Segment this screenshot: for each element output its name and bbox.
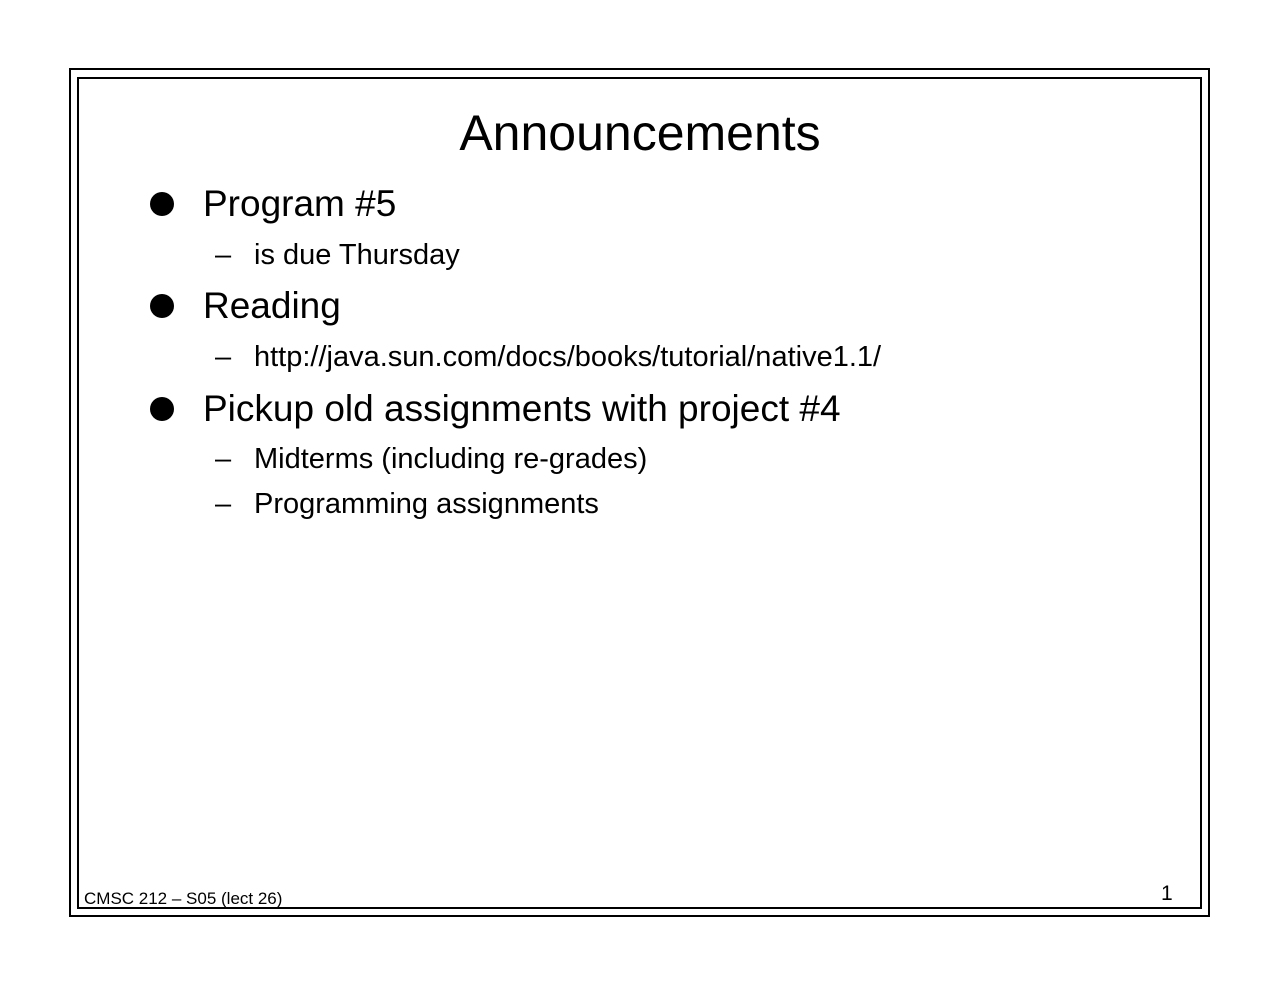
subitem-reading-url: [215, 339, 881, 375]
subitem-label: is due Thursday: [254, 238, 460, 271]
dash-icon: –: [215, 442, 232, 475]
footer-course-label: CMSC 212 – S05 (lect 26): [84, 889, 283, 908]
bullet-label: Program #5: [203, 183, 397, 224]
bullet-icon: [150, 397, 174, 421]
bullet-item-pickup: [150, 386, 841, 432]
dash-icon: –: [215, 487, 232, 520]
bullet-label: Reading: [203, 285, 341, 326]
bullet-label: Pickup old assignments with project #4: [203, 388, 841, 429]
bullet-item-program: [150, 181, 396, 227]
subitem-label: Midterms (including re-grades): [254, 442, 648, 475]
dash-icon: –: [215, 238, 232, 271]
subitem-due-date: [215, 237, 460, 273]
slide-title: Announcements: [459, 105, 821, 161]
dash-icon: –: [215, 340, 232, 373]
reading-link-text: http://java.sun.com/docs/books/tutorial/native1.1/: [254, 340, 882, 373]
subitem-midterms: [215, 441, 647, 477]
bullet-icon: [150, 192, 174, 216]
bullet-item-reading: [150, 283, 341, 329]
subitem-label: Programming assignments: [254, 487, 599, 520]
bullet-icon: [150, 294, 174, 318]
page-number: 1: [1161, 882, 1173, 905]
subitem-programming: [215, 486, 599, 522]
